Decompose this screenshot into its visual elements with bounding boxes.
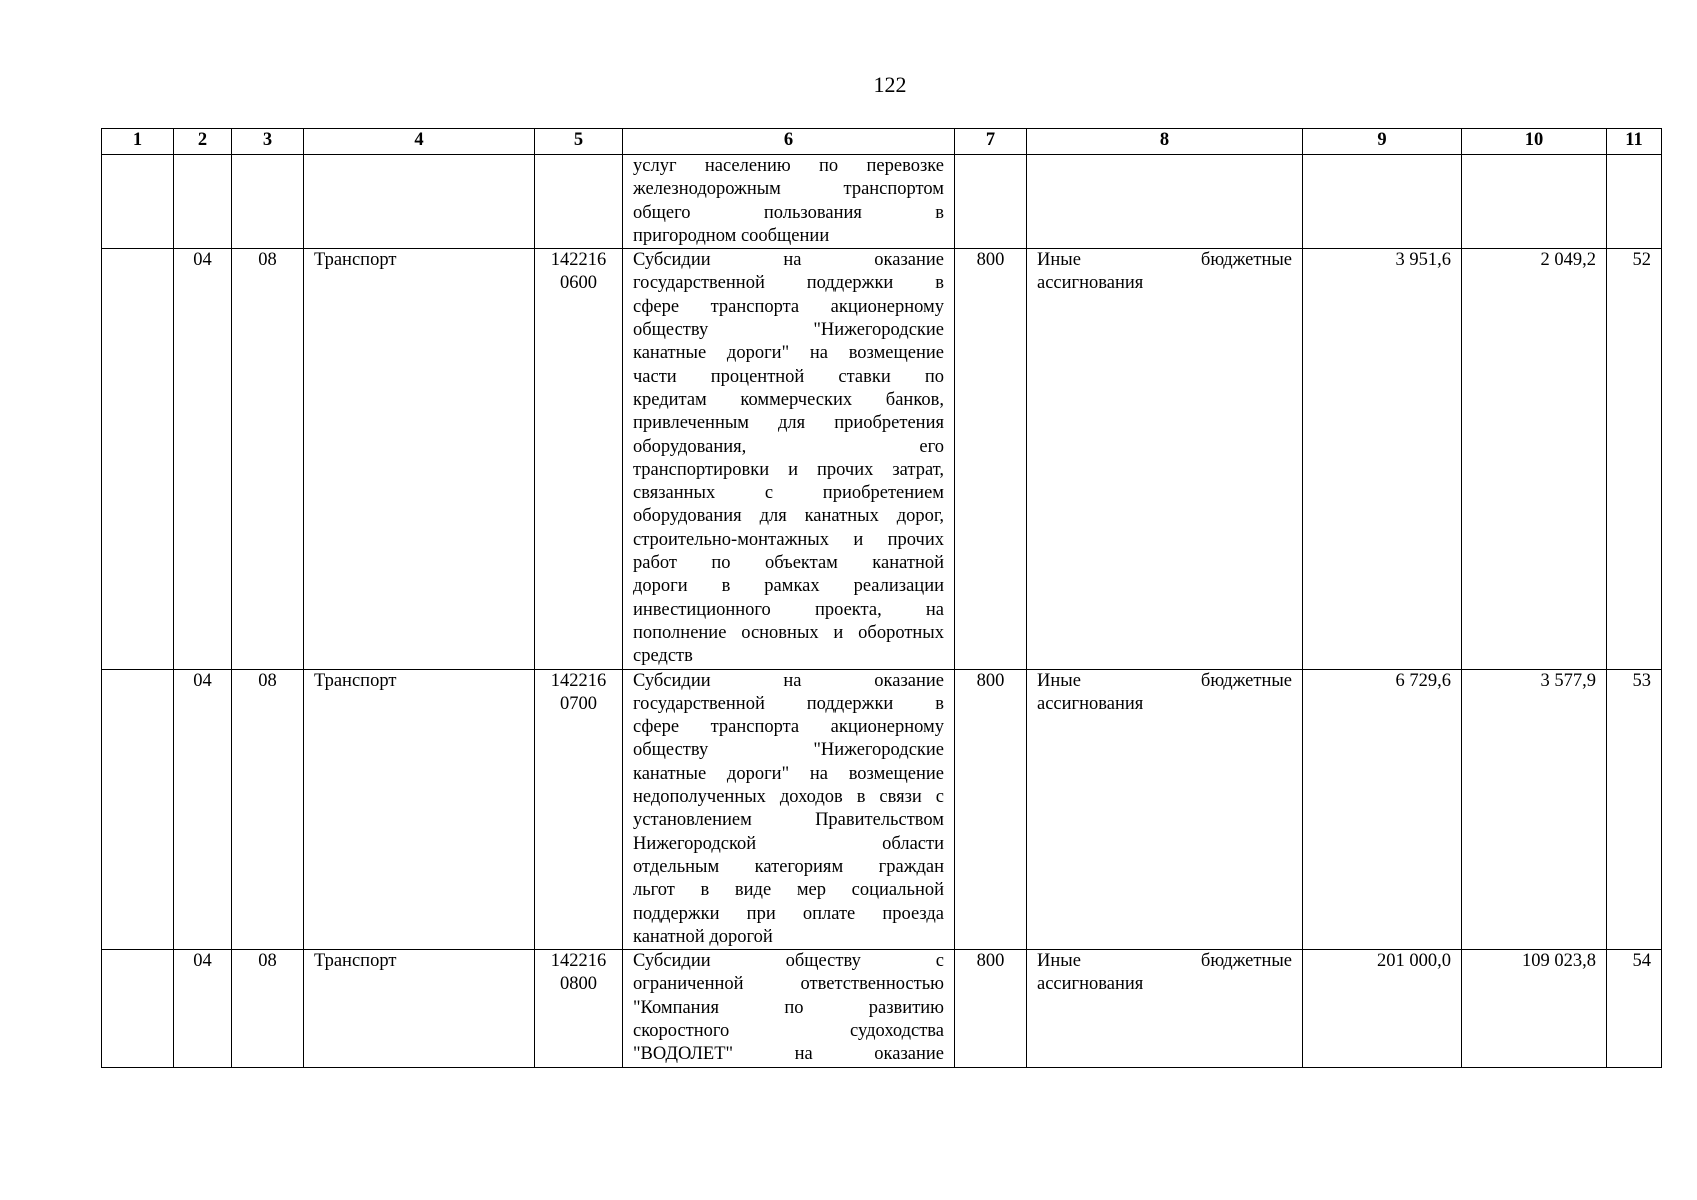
cell-amount-col-9 <box>1303 155 1462 249</box>
cell-expense-type-name <box>1027 669 1303 950</box>
description-line: отдельным категориям граждан <box>633 856 944 877</box>
column-header: 5 <box>535 129 623 155</box>
column-header: 3 <box>232 129 304 155</box>
cell-target-article <box>535 669 623 950</box>
description-line: пополнение основных и оборотных <box>633 622 944 643</box>
cell-section-code: 04 <box>174 950 232 1067</box>
description-line: поддержки при оплате проезда <box>633 903 944 924</box>
cell-target-article <box>535 155 623 249</box>
description-line: пригородном сообщении <box>633 225 830 246</box>
description-line: льгот в виде мер социальной <box>633 880 944 901</box>
cell-section-name: Транспорт <box>304 249 535 669</box>
description-line: недополученных доходов в связи с <box>633 787 944 808</box>
expense-type-line: Иные бюджетные <box>1037 250 1292 271</box>
column-header: 10 <box>1462 129 1607 155</box>
cell-section-name: Транспорт <box>304 669 535 950</box>
cell-amount-col-9: 201 000,0 <box>1303 950 1462 1067</box>
cell-description <box>623 950 955 1067</box>
cell-subsection-code <box>232 155 304 249</box>
description-line: части процентной ставки по <box>633 366 944 387</box>
table-body <box>102 155 1662 1068</box>
cell-expense-type-name <box>1027 950 1303 1067</box>
cell-section-name: Транспорт <box>304 950 535 1067</box>
description-line: обществу "Нижегородские <box>633 320 944 341</box>
description-line: скоростного судоходства <box>633 1020 944 1041</box>
description-line: транспортировки и прочих затрат, <box>633 459 944 480</box>
description-line: сфере транспорта акционерному <box>633 296 944 317</box>
target-article-part-2: 0700 <box>560 693 597 714</box>
description-line: кредитам коммерческих банков, <box>633 389 944 410</box>
description-line: "ВОДОЛЕТ" на оказание <box>633 1044 944 1065</box>
cell-expense-type-code <box>955 155 1027 249</box>
expense-type-line: ассигнования <box>1037 974 1144 995</box>
cell-amount-col-10: 2 049,2 <box>1462 249 1607 669</box>
cell-col-1 <box>102 669 174 950</box>
column-header: 7 <box>955 129 1027 155</box>
description-line: железнодорожным транспортом <box>633 179 944 200</box>
description-line: сфере транспорта акционерному <box>633 717 944 738</box>
description-line: установлением Правительством <box>633 810 944 831</box>
cell-section-code <box>174 155 232 249</box>
cell-percent-col-11: 52 <box>1607 249 1662 669</box>
cell-expense-type-code: 800 <box>955 950 1027 1067</box>
cell-expense-type-code: 800 <box>955 669 1027 950</box>
cell-expense-type-name <box>1027 249 1303 669</box>
cell-expense-type-name <box>1027 155 1303 249</box>
description-line: строительно-монтажных и прочих <box>633 529 944 550</box>
expense-type-line: ассигнования <box>1037 273 1144 294</box>
description-line: обществу "Нижегородские <box>633 740 944 761</box>
description-line: дороги в рамках реализации <box>633 576 944 597</box>
cell-amount-col-10: 3 577,9 <box>1462 669 1607 950</box>
cell-amount-col-9: 6 729,6 <box>1303 669 1462 950</box>
description-line: услуг населению по перевозке <box>633 156 944 176</box>
description-line: оборудования для канатных дорог, <box>633 506 944 527</box>
description-line: государственной поддержки в <box>633 693 944 714</box>
description-line: инвестиционного проекта, на <box>633 599 944 620</box>
cell-subsection-code: 08 <box>232 249 304 669</box>
cell-percent-col-11 <box>1607 155 1662 249</box>
cell-amount-col-9: 3 951,6 <box>1303 249 1462 669</box>
cell-expense-type-code: 800 <box>955 249 1027 669</box>
target-article-part-1: 142216 <box>550 250 607 271</box>
description-line: государственной поддержки в <box>633 273 944 294</box>
description-line: средств <box>633 646 693 667</box>
table-row <box>102 669 1662 950</box>
column-header: 11 <box>1607 129 1662 155</box>
cell-section-code: 04 <box>174 669 232 950</box>
page-number: 122 <box>873 72 907 97</box>
description-line: Субсидии на оказание <box>633 250 944 271</box>
description-line: связанных с приобретением <box>633 483 944 504</box>
column-header: 4 <box>304 129 535 155</box>
expense-type-line: Иные бюджетные <box>1037 951 1292 972</box>
description-line: "Компания по развитию <box>633 997 944 1018</box>
table-row <box>102 155 1662 249</box>
target-article-part-2: 0800 <box>560 974 597 995</box>
cell-section-name <box>304 155 535 249</box>
description-line: привлеченным для приобретения <box>633 413 944 434</box>
column-header: 9 <box>1303 129 1462 155</box>
cell-percent-col-11: 54 <box>1607 950 1662 1067</box>
cell-description <box>623 669 955 950</box>
description-line: Субсидии обществу с <box>633 951 944 972</box>
cell-subsection-code: 08 <box>232 669 304 950</box>
description-line: Субсидии на оказание <box>633 670 944 691</box>
cell-description <box>623 155 955 249</box>
description-line: работ по объектам канатной <box>633 553 944 574</box>
description-line: Нижегородской области <box>633 833 944 854</box>
description-line: оборудования, его <box>633 436 944 457</box>
expense-type-line: ассигнования <box>1037 693 1144 714</box>
target-article-part-1: 142216 <box>550 670 607 691</box>
target-article-part-2: 0600 <box>560 273 597 294</box>
budget-table <box>101 128 1662 1068</box>
cell-description <box>623 249 955 669</box>
header-row <box>102 129 1662 155</box>
description-line: общего пользования в <box>633 202 944 223</box>
column-header: 1 <box>102 129 174 155</box>
cell-col-1 <box>102 249 174 669</box>
table-row <box>102 950 1662 1067</box>
column-header: 2 <box>174 129 232 155</box>
column-header: 6 <box>623 129 955 155</box>
expense-type-line: Иные бюджетные <box>1037 670 1292 691</box>
description-line: канатные дороги" на возмещение <box>633 343 944 364</box>
cell-amount-col-10: 109 023,8 <box>1462 950 1607 1067</box>
table-row <box>102 249 1662 669</box>
cell-percent-col-11: 53 <box>1607 669 1662 950</box>
target-article-part-1: 142216 <box>550 951 607 972</box>
cell-col-1 <box>102 155 174 249</box>
column-header: 8 <box>1027 129 1303 155</box>
description-line: ограниченной ответственностью <box>633 974 944 995</box>
cell-subsection-code: 08 <box>232 950 304 1067</box>
cell-col-1 <box>102 950 174 1067</box>
description-line: канатной дорогой <box>633 926 773 947</box>
cell-section-code: 04 <box>174 249 232 669</box>
cell-amount-col-10 <box>1462 155 1607 249</box>
cell-target-article <box>535 950 623 1067</box>
description-line: канатные дороги" на возмещение <box>633 763 944 784</box>
cell-target-article <box>535 249 623 669</box>
